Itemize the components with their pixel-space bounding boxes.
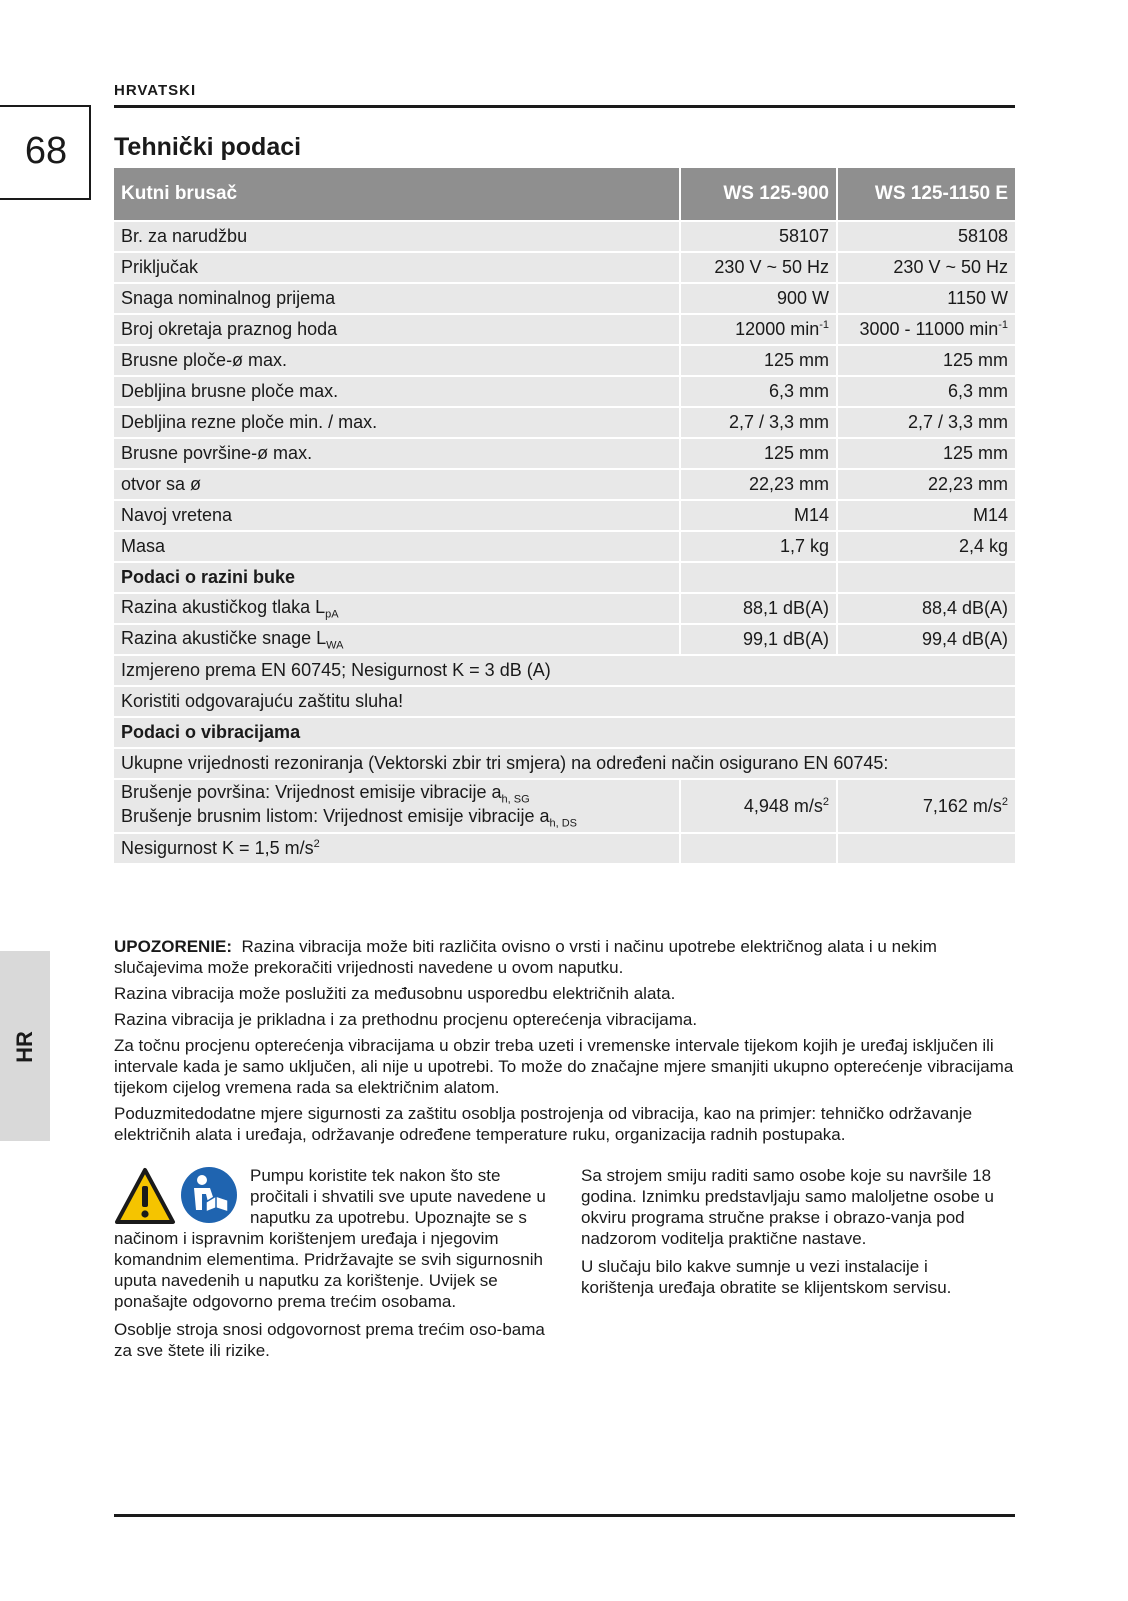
empty-cell [837,562,1015,593]
row-value-2-text: 3000 - 11000 min [859,319,999,339]
table-row [114,469,1015,500]
noise-note-row [114,655,1015,686]
warning-paragraph-3: Razina vibracija je prikladna i za prethodnu procjenu opterećenja vibracijama. [114,1010,698,1029]
warning-paragraph-1 [114,936,1019,978]
row-label: Brusne ploče-ø max. [114,345,680,376]
row-value-2: 125 mm [837,345,1015,376]
row-label: Debljina brusne ploče max. [114,376,680,407]
uncertainty-row [114,833,1015,864]
row-value-1-text: 12000 min [735,319,820,339]
operator-responsibility: Osoblje stroja snosi odgovornost prema trećim oso-bama za sve štete ili rizike. [114,1320,545,1360]
vibration-labels [114,779,680,833]
table-row [114,531,1015,562]
row-label: Broj okretaja praznog hoda [114,314,680,345]
row-value-1 [680,314,837,345]
row-label-subscript: pA [325,608,339,621]
warning-paragraph-4: Za točnu procjenu opterećenja vibracijama u obzir treba uzeti i vremenske intervale tijekom kojih je uređaj isključen ili intervale kada je samo uključen, ali nije u upotrebi. To može do značajne mjere smanjiti ukupno opterećenje vibracijama tijekom cijelog vremena rada sa električnim alatom. [114,1036,1014,1097]
hearing-note-row [114,686,1015,717]
row-value-1: 22,23 mm [680,469,837,500]
row-label: Masa [114,531,680,562]
row-value-1: 125 mm [680,438,837,469]
empty-cell [680,562,837,593]
age-restriction: Sa strojem smiju raditi samo osobe koje su navršile 18 godina. Iznimku predstavljaju samo maloljetne osobe u okviru programa stručne prakse i obrazo-vanja pod nadzorom voditelja praktične nastave. [581,1166,994,1248]
vibration-value-1-text: 4,948 m/s [743,795,823,816]
vibration-label-surface-text: Brušenje površina: Vrijednost emisije vibracije a [121,782,502,803]
uncertainty-exponent: 2 [313,838,320,850]
row-label: Snaga nominalnog prijema [114,283,680,314]
row-value-2: M14 [837,500,1015,531]
empty-cell [837,833,1015,864]
row-label: Debljina rezne ploče min. / max. [114,407,680,438]
row-value-2: 2,4 kg [837,531,1015,562]
noise-heading: Podaci o razini buke [114,562,680,593]
uncertainty-text: Nesigurnost K = 1,5 m/s [121,838,314,858]
customer-service-note: U slučaju bilo kakve sumnje u vezi instalacije i korištenja uređaja obratite se klijentskom servisu. [581,1257,952,1297]
uncertainty [114,833,680,864]
row-value-2: 2,7 / 3,3 mm [837,407,1015,438]
row-value-2: 125 mm [837,438,1015,469]
vibration-label-sanding-subscript: h, DS [549,817,578,830]
vibration-label-surface-subscript: h, SG [501,794,530,806]
row-value-1: 1,7 kg [680,531,837,562]
table-header-row [114,168,1015,221]
row-value-2 [837,314,1015,345]
language-side-tab-label: HR [12,1031,37,1063]
row-value-2: 1150 W [837,283,1015,314]
header-model-1: WS 125-900 [680,168,837,221]
table-row [114,407,1015,438]
header-language: HRVATSKI [114,82,197,99]
row-label: Br. za narudžbu [114,221,680,252]
row-value-1-exponent: -1 [819,319,829,331]
bottom-rule [114,1514,1015,1517]
table-row [114,593,1015,624]
row-value-2: 58108 [837,221,1015,252]
row-value-1: 230 V ~ 50 Hz [680,252,837,283]
row-label: otvor sa ø [114,469,680,500]
vibration-intro: Ukupne vrijednosti rezoniranja (Vektorski zbir tri smjera) na određeni način osigurano EN 60745: [114,748,1015,779]
row-value-1: 2,7 / 3,3 mm [680,407,837,438]
safety-column-right [581,1165,1001,1305]
warning-triangle-icon [114,1167,176,1225]
noise-heading-row [114,562,1015,593]
safety-icons [114,1165,246,1227]
warning-paragraph-2: Razina vibracija može poslužiti za međusobnu usporedbu električnih alata. [114,984,676,1003]
table-row [114,500,1015,531]
table-row [114,345,1015,376]
read-manual-icon [180,1166,238,1224]
row-label-text: Razina akustičke snage L [121,627,327,648]
row-value-1: 88,1 dB(A) [680,593,837,624]
row-label: Navoj vretena [114,500,680,531]
row-label-subscript: WA [326,639,344,652]
row-label [114,593,680,624]
header-model-2: WS 125-1150 E [837,168,1015,221]
warning-block [114,936,1019,1150]
section-title: Tehnički podaci [114,133,302,161]
table-row [114,252,1015,283]
row-value-2: 88,4 dB(A) [837,593,1015,624]
vibration-heading: Podaci o vibracijama [114,717,1015,748]
vibration-values-row [114,779,1015,833]
row-value-1: 58107 [680,221,837,252]
spec-table [114,168,1015,865]
row-value-2: 6,3 mm [837,376,1015,407]
warning-label: UPOZORENIE: [114,937,233,956]
table-row [114,314,1015,345]
noise-note: Izmjereno prema EN 60745; Nesigurnost K = 3 dB (A) [114,655,1015,686]
vibration-value-2-text: 7,162 m/s [922,795,1002,816]
row-value-2-exponent: -1 [998,319,1008,331]
row-value-1: 6,3 mm [680,376,837,407]
row-value-1: 125 mm [680,345,837,376]
page-number: 68 [24,130,68,172]
warning-paragraph-5: Poduzmitedodatne mjere sigurnosti za zaštitu osoblja postrojenja od vibracija, kao na primjer: tehničko održavanje električnih alata i uređaja, održavanje određene temperature ruku, organizacija radnih postupaka. [114,1104,973,1144]
row-label [114,624,680,655]
vibration-value-1-exponent: 2 [822,795,829,808]
vibration-value-2 [837,779,1015,833]
vibration-label-sanding [121,806,672,830]
manual-instructions: Pumpu koristite tek nakon što ste pročitali i shvatili sve upute navedene u naputku za upotrebu. Upoznajte se s načinom i ispravnim korištenjem uređaja i njegovim komandnim elementima. Pridržavajte se svih sigurnosnih uputa navedenih u naputku za korištenje. Uvijek se ponašajte odgovorno prema trećim osobama. [114,1166,546,1311]
table-row [114,221,1015,252]
hearing-protection-note: Koristiti odgovarajuću zaštitu sluha! [114,686,1015,717]
warning-text-1: Razina vibracija može biti različita ovisno o vrsti i načinu upotrebe električnog alata i u nekim slučajevima može prekoračiti vrijednosti navedene u ovom naputku. [114,937,937,977]
row-value-1: M14 [680,500,837,531]
table-row [114,376,1015,407]
row-value-2: 99,4 dB(A) [837,624,1015,655]
row-value-1: 99,1 dB(A) [680,624,837,655]
vibration-value-1 [680,779,837,833]
safety-column-left [114,1165,554,1368]
row-label: Priključak [114,252,680,283]
table-row [114,624,1015,655]
row-value-2: 22,23 mm [837,469,1015,500]
row-label: Brusne površine-ø max. [114,438,680,469]
table-row [114,283,1015,314]
row-label-text: Razina akustičkog tlaka L [121,596,326,617]
vibration-heading-row [114,717,1015,748]
header-product: Kutni brusač [114,168,680,221]
table-row [114,438,1015,469]
empty-cell [680,833,837,864]
row-value-1: 900 W [680,283,837,314]
vibration-label-sanding-text: Brušenje brusnim listom: Vrijednost emisije vibracije a [121,806,550,826]
header-rule [114,105,1015,108]
row-value-2: 230 V ~ 50 Hz [837,252,1015,283]
vibration-intro-row [114,748,1015,779]
vibration-value-2-exponent: 2 [1001,795,1008,808]
vibration-label-surface [121,782,672,806]
